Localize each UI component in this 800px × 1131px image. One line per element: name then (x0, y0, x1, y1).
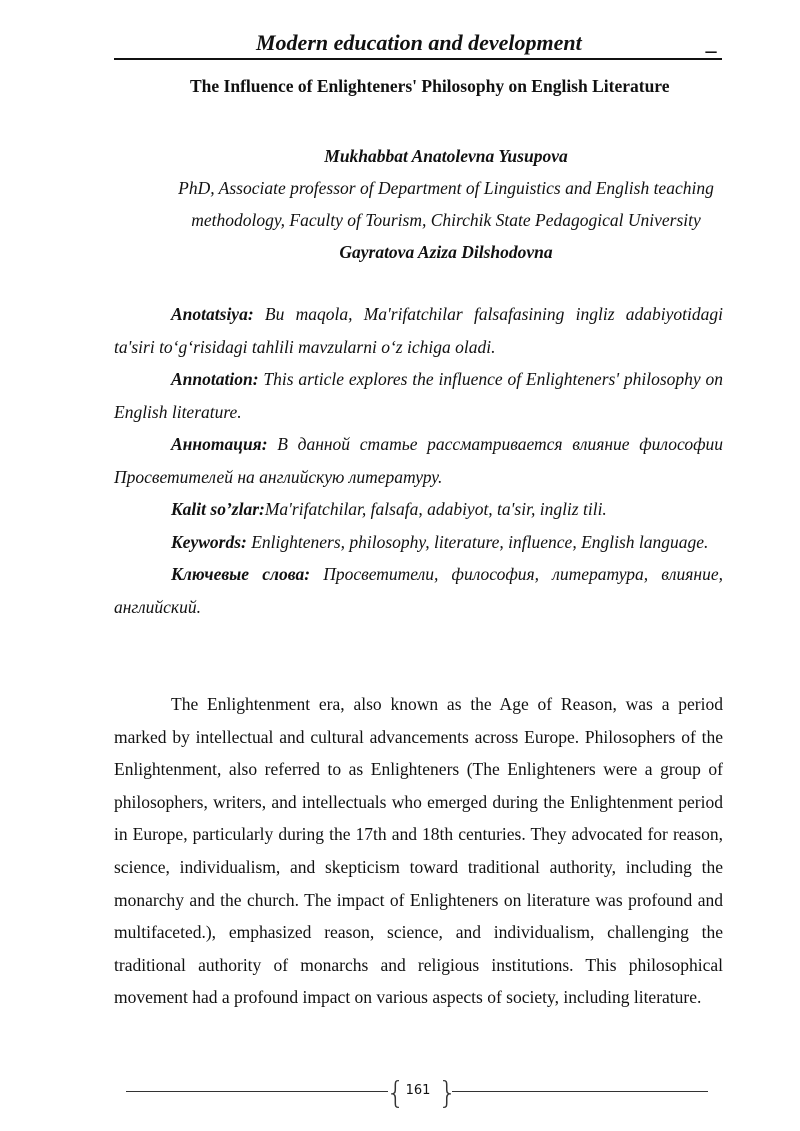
header-dash: _ (707, 30, 718, 55)
keywords-label: Kalit so’zlar: (171, 499, 265, 519)
abstract-russian (114, 428, 723, 493)
keywords-label: Ключевые слова: (171, 564, 311, 584)
author-block (114, 140, 778, 268)
abstract-block (114, 298, 723, 623)
keywords-english (114, 526, 723, 559)
author-name: Gayratova Aziza Dilshodovna (339, 242, 553, 262)
body-paragraph: The Enlightenment era, also known as the Age of Reason, was a period marked by intellectual and cultural advancements across Europe. Philosophers of the Enlightenment, also referred to as Enlighteners (The Enlighteners were a group of philosophers, writers, and intellectuals who emerged during the Enlightenment period in Europe, particularly during the 17th and 18th centuries. They advocated for reason, science, individualism, and skepticism toward traditional authority, including the monarchy and the church. The impact of Enlighteners on literature was profound and multifaceted.), emphasized reason, science, and individualism, challenging the traditional authority of monarchs and religious institutions. This philosophical movement had a profound impact on various aspects of society, including literature. (114, 694, 723, 1008)
keywords-uzbek (114, 493, 723, 526)
abstract-label: Аннотация: (171, 434, 268, 454)
page-number: 161 (405, 1083, 431, 1098)
keywords-text: Enlighteners, philosophy, literature, influence, English language. (246, 531, 709, 552)
keywords-text: Просветители, философия, литература, влияние, английский. (114, 564, 723, 617)
journal-title: Modern education and development (256, 30, 582, 55)
author-name: Mukhabbat Anatolevna Yusupova (324, 146, 568, 166)
abstract-text: Bu maqola, Ma'rifatchilar falsafasining ingliz adabiyotidagi ta'siri to‘g‘risidagi tahlili mavzularni o‘z ichiga oladi. (114, 304, 723, 357)
abstract-uzbek (114, 298, 723, 363)
footer-brace-left: { (386, 1076, 406, 1111)
article-title: The Influence of Enlighteners' Philosophy on English Literature (190, 76, 670, 96)
abstract-label: Anotatsiya: (171, 304, 254, 324)
footer-brace-right: } (438, 1076, 458, 1111)
keywords-text: Ma'rifatchilar, falsafa, adabiyot, ta'sir, ingliz tili. (264, 499, 607, 519)
abstract-label: Annotation: (171, 369, 259, 389)
abstract-text: This article explores the influence of Enlighteners' philosophy on English literature. (114, 369, 723, 422)
author-affiliation: PhD, Associate professor of Department of Linguistics and English teaching (178, 178, 714, 198)
abstract-text: В данной статье рассматривается влияние философии Просветителей на английскую литературу. (114, 434, 723, 487)
keywords-russian (114, 558, 723, 623)
footer-rule-right (452, 1091, 708, 1092)
journal-header (114, 28, 722, 60)
keywords-label: Keywords: (171, 531, 247, 552)
footer-rule-left (126, 1091, 388, 1092)
author-affiliation: methodology, Faculty of Tourism, Chirchik State Pedagogical University (191, 210, 701, 230)
abstract-english (114, 363, 723, 428)
